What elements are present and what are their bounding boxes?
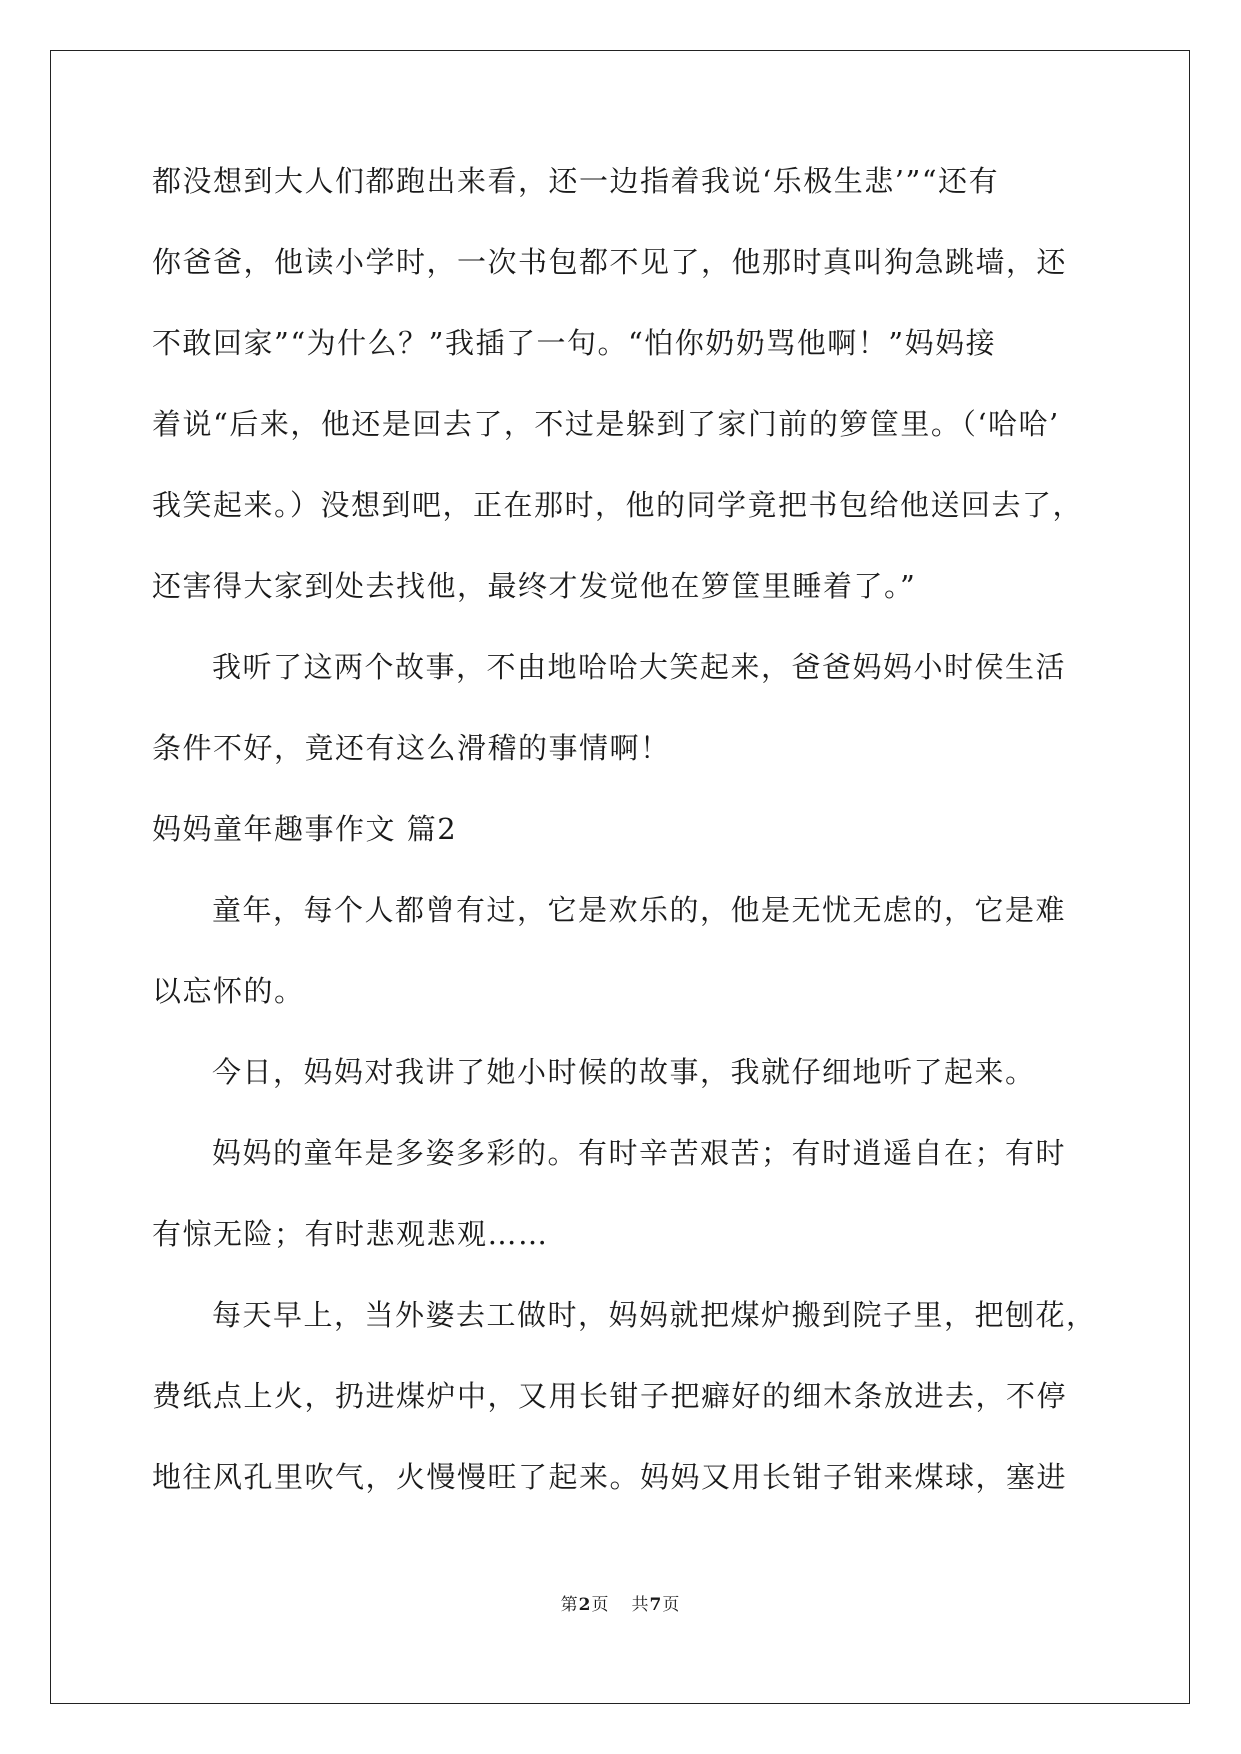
total-unit: 页 bbox=[662, 1595, 681, 1615]
text-line-15: 每天早上，当外婆去工做时，妈妈就把煤炉搬到院子里，把刨花， bbox=[212, 1298, 1097, 1332]
text-line-14: 有惊无险；有时悲观悲观…… bbox=[152, 1217, 549, 1251]
page-prefix: 第 bbox=[560, 1595, 579, 1615]
text-line-12: 今日，妈妈对我讲了她小时候的故事，我就仔细地听了起来。 bbox=[212, 1055, 1036, 1089]
text-line-1: 都没想到大人们都跑出来看，还一边指着我说‘乐极生悲’”“还有 bbox=[152, 164, 1000, 198]
text-line-11: 以忘怀的。 bbox=[152, 974, 305, 1008]
text-line-5: 我笑起来。）没想到吧，正在那时，他的同学竟把书包给他送回去了， bbox=[152, 488, 1084, 522]
total-prefix: 共 bbox=[631, 1595, 650, 1615]
text-line-6: 还害得大家到处去找他，最终才发觉他在箩筐里睡着了。” bbox=[152, 569, 917, 603]
page-unit: 页 bbox=[591, 1595, 610, 1615]
text-line-13: 妈妈的童年是多姿多彩的。有时辛苦艰苦；有时逍遥自在；有时 bbox=[212, 1136, 1067, 1170]
section-heading: 妈妈童年趣事作文 篇2 bbox=[152, 812, 458, 846]
text-line-17: 地往风孔里吹气，火慢慢旺了起来。妈妈又用长钳子钳来煤球，塞进 bbox=[152, 1460, 1068, 1494]
text-line-2: 你爸爸，他读小学时，一次书包都不见了，他那时真叫狗急跳墙，还 bbox=[152, 245, 1068, 279]
current-page-number: 2 bbox=[578, 1595, 592, 1615]
document-body bbox=[152, 160, 1097, 1537]
text-line-7: 我听了这两个故事，不由地哈哈大笑起来，爸爸妈妈小时侯生活 bbox=[212, 650, 1067, 684]
text-line-8: 条件不好，竟还有这么滑稽的事情啊！ bbox=[152, 731, 671, 765]
total-page-number: 7 bbox=[649, 1595, 663, 1615]
text-line-16: 费纸点上火，扔进煤炉中，又用长钳子把癖好的细木条放进去，不停 bbox=[152, 1379, 1068, 1413]
text-line-4: 着说“后来，他还是回去了，不过是躲到了家门前的箩筐里。（‘哈哈’ bbox=[152, 407, 1060, 441]
page-footer bbox=[0, 1590, 1241, 1615]
text-line-3: 不敢回家”“为什么？”我插了一句。“怕你奶奶骂他啊！”妈妈接 bbox=[152, 326, 997, 360]
text-line-10: 童年，每个人都曾有过，它是欢乐的，他是无忧无虑的，它是难 bbox=[212, 893, 1067, 927]
